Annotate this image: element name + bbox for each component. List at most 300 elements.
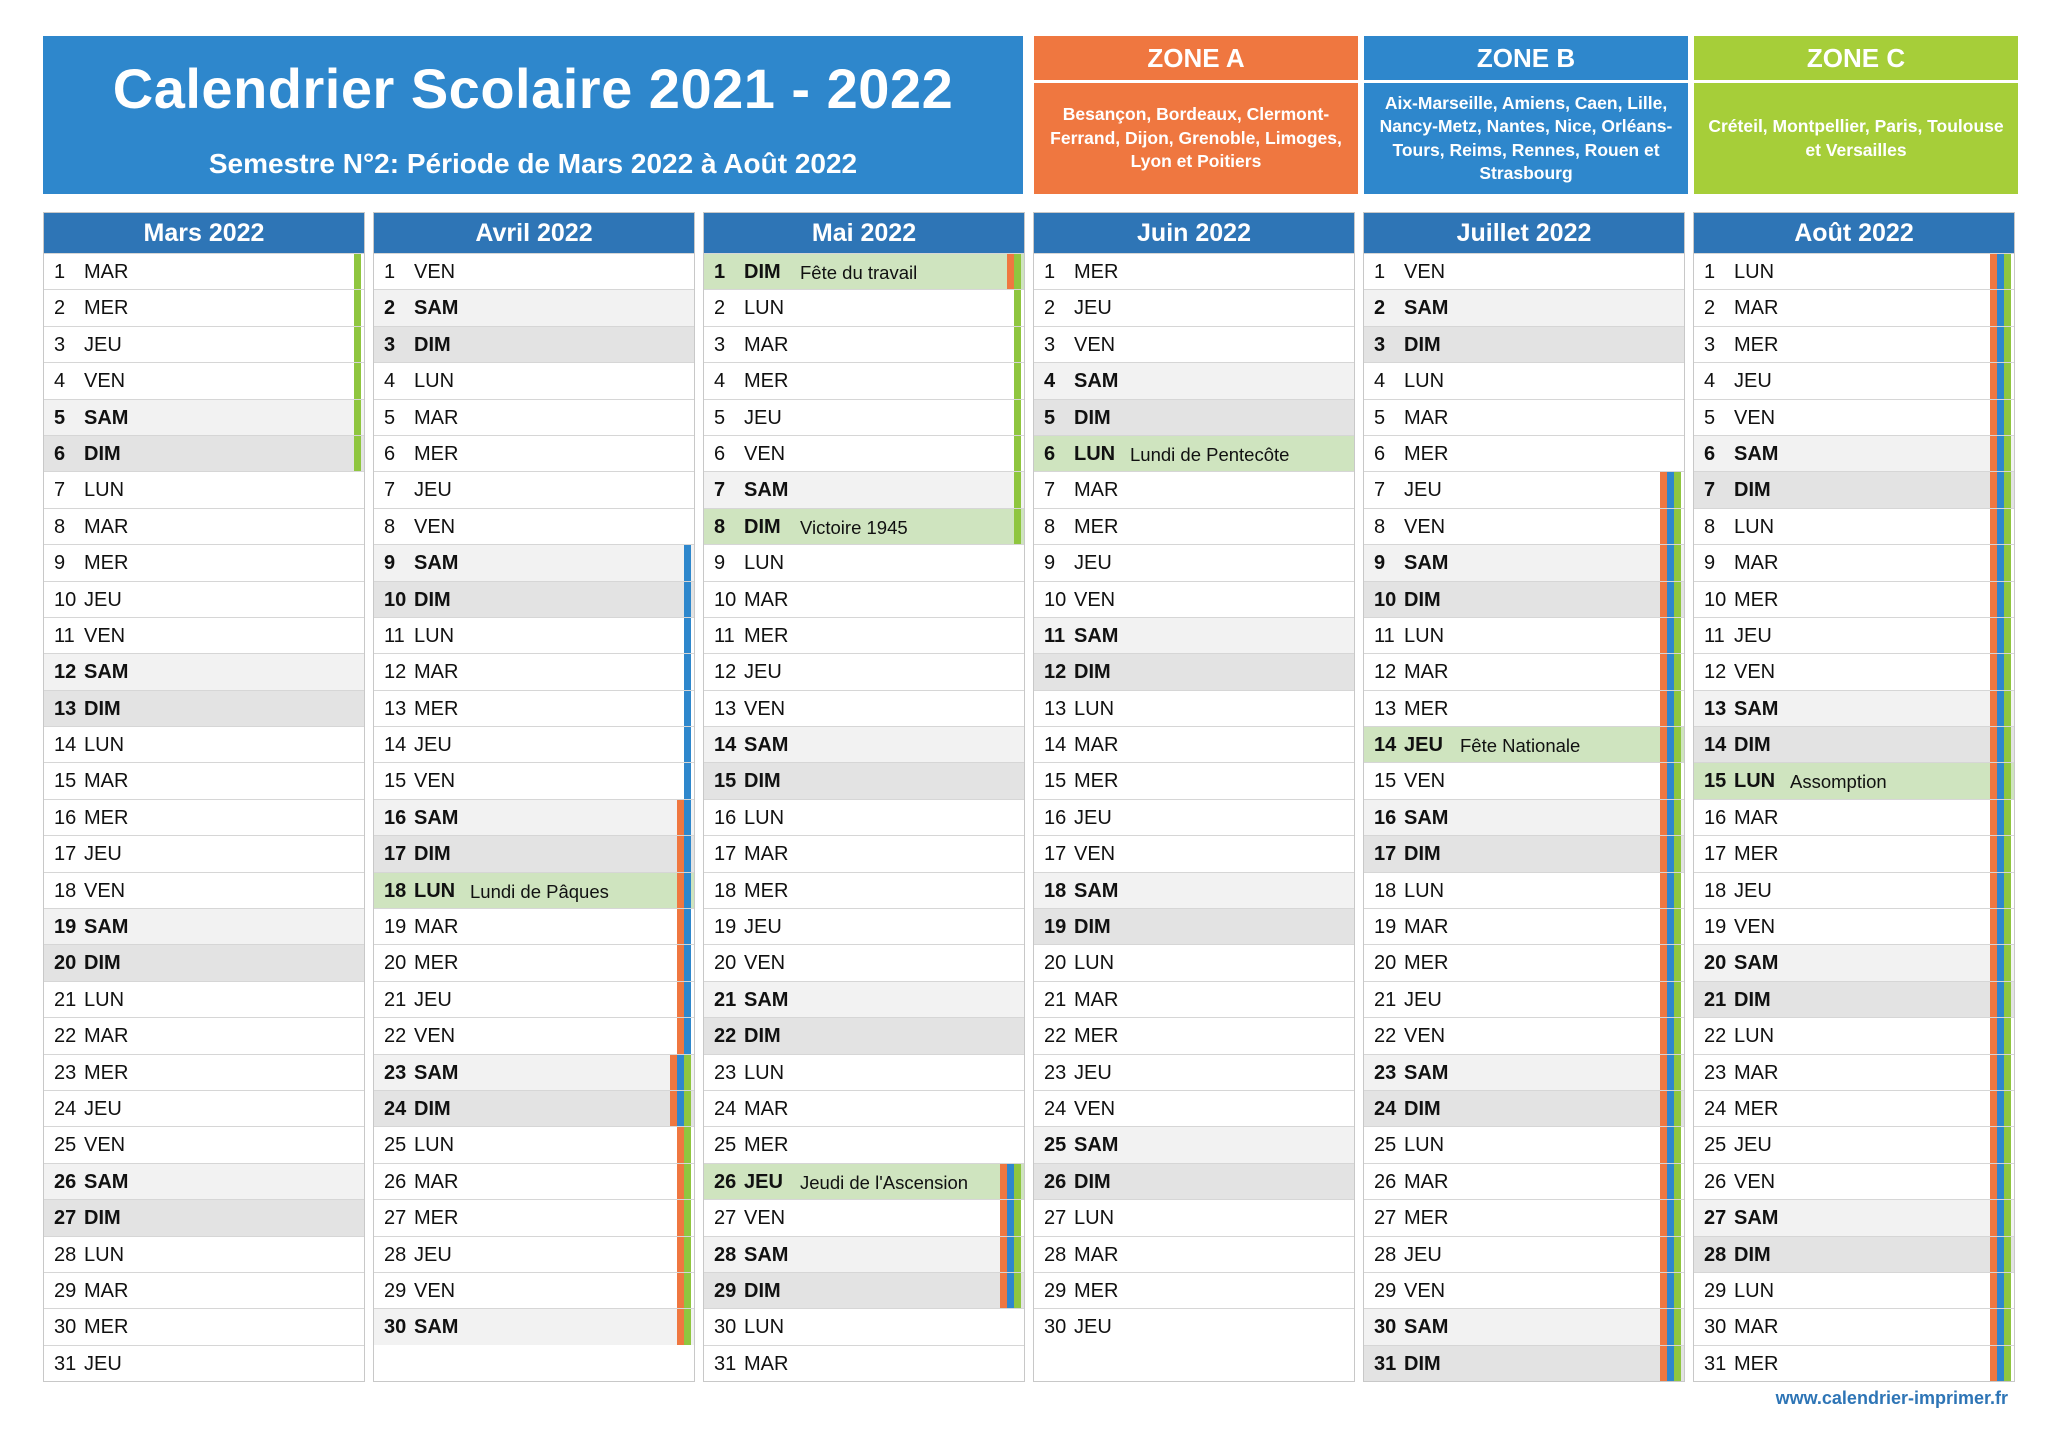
- day-name: SAM: [1074, 624, 1119, 647]
- zone-b-vacation-bar: [1667, 1237, 1674, 1272]
- day-number: 30: [1374, 1316, 1397, 1339]
- zone-b-vacation-bar: [677, 1091, 684, 1126]
- day-row: [374, 617, 694, 653]
- zone-a-vacation-bar: [1990, 1273, 1997, 1308]
- holiday-label: Lundi de Pâques: [470, 880, 609, 902]
- zone-c-vacation-bar: [1014, 509, 1021, 544]
- day-row: [1364, 362, 1684, 398]
- day-name: DIM: [744, 515, 781, 538]
- day-name: MAR: [84, 770, 129, 793]
- day-name: JEU: [1734, 370, 1772, 393]
- zone-c-vacation-bar: [2004, 763, 2011, 798]
- day-number: 10: [1374, 588, 1397, 611]
- zone-a-vacation-bar: [1660, 1237, 1667, 1272]
- day-row: [1694, 617, 2014, 653]
- day-number: 30: [1044, 1316, 1067, 1339]
- zone-c-vacation-bar: [1674, 1091, 1681, 1126]
- day-number: 5: [714, 406, 726, 429]
- day-number: 15: [54, 770, 77, 793]
- day-row: [44, 253, 364, 289]
- day-row: [1694, 1345, 2014, 1381]
- day-row: [1034, 1126, 1354, 1162]
- day-name: DIM: [84, 952, 121, 975]
- zone-c-vacation-bar: [1674, 727, 1681, 762]
- zone-c-vacation-bar: [354, 290, 361, 325]
- zone-b-vacation-bar: [1667, 909, 1674, 944]
- day-name: MAR: [1074, 479, 1119, 502]
- day-name: MER: [84, 806, 129, 829]
- zone-a-vacation-bar: [1660, 1055, 1667, 1090]
- day-name: MER: [84, 1061, 129, 1084]
- zone-c-vacation-bar: [2004, 1127, 2011, 1162]
- day-row: [374, 1017, 694, 1053]
- day-row: [704, 908, 1024, 944]
- day-number: 5: [1374, 406, 1386, 429]
- zone-c-vacation-bar: [2004, 509, 2011, 544]
- day-row: [1034, 835, 1354, 871]
- day-name: VEN: [1734, 916, 1776, 939]
- day-number: 7: [1374, 479, 1386, 502]
- zone-c-vacation-bar: [684, 1309, 691, 1344]
- day-row: [1364, 1308, 1684, 1344]
- day-row: [44, 326, 364, 362]
- day-row: [1034, 1017, 1354, 1053]
- day-row: [1694, 1308, 2014, 1344]
- day-name: LUN: [414, 879, 456, 902]
- zone-c-vacation-bar: [1014, 1273, 1021, 1308]
- zone-a-vacation-bar: [1990, 836, 1997, 871]
- month-header: Mars 2022: [44, 213, 364, 253]
- month-column: [1693, 212, 2015, 1382]
- day-number: 20: [1374, 952, 1397, 975]
- zone-a-vacation-bar: [677, 800, 684, 835]
- zone-b-vacation-bar: [1667, 800, 1674, 835]
- zone-a-vacation-bar: [1990, 1164, 1997, 1199]
- day-row: [44, 1272, 364, 1308]
- day-row: [704, 762, 1024, 798]
- day-number: 18: [384, 879, 407, 902]
- day-number: 27: [384, 1207, 407, 1230]
- zone-a-vacation-bar: [677, 1164, 684, 1199]
- day-name: LUN: [1734, 770, 1776, 793]
- zone-a-vacation-bar: [1990, 1346, 1997, 1381]
- zone-c-vacation-bar: [1014, 1200, 1021, 1235]
- day-number: 28: [54, 1243, 77, 1266]
- day-row: [1694, 908, 2014, 944]
- zone-a-vacation-bar: [677, 873, 684, 908]
- day-row: [704, 1199, 1024, 1235]
- day-name: DIM: [1734, 1243, 1771, 1266]
- zone-a-vacation-bar: [670, 1091, 677, 1126]
- day-name: JEU: [414, 1243, 452, 1266]
- zone-b-vacation-bar: [1667, 1273, 1674, 1308]
- day-name: SAM: [744, 1243, 789, 1266]
- day-name: SAM: [744, 734, 789, 757]
- zone-a-vacation-bar: [1990, 654, 1997, 689]
- day-number: 24: [1704, 1097, 1727, 1120]
- day-name: DIM: [414, 843, 451, 866]
- day-name: SAM: [1404, 297, 1449, 320]
- day-number: 23: [714, 1061, 737, 1084]
- day-name: LUN: [1734, 1025, 1775, 1048]
- day-number: 19: [54, 916, 77, 939]
- day-name: MER: [1734, 333, 1779, 356]
- holiday-label: Victoire 1945: [800, 516, 908, 538]
- zone-b-vacation-bar: [1997, 982, 2004, 1017]
- day-row: [44, 1308, 364, 1344]
- day-row: [374, 1126, 694, 1162]
- day-row: [44, 508, 364, 544]
- zone-c-vacation-bar: [2004, 363, 2011, 398]
- day-row: [1364, 1345, 1684, 1381]
- day-row: [374, 1163, 694, 1199]
- day-number: 25: [1374, 1134, 1397, 1157]
- day-name: DIM: [1734, 734, 1771, 757]
- day-number: 5: [1704, 406, 1716, 429]
- day-row: [1364, 944, 1684, 980]
- day-name: MER: [744, 879, 789, 902]
- day-name: LUN: [1734, 515, 1775, 538]
- zone-c-vacation-bar: [1674, 1237, 1681, 1272]
- day-row: [44, 799, 364, 835]
- zone-b-vacation-bar: [1997, 254, 2004, 289]
- day-number: 22: [384, 1025, 407, 1048]
- day-number: 5: [1044, 406, 1056, 429]
- day-name: DIM: [1404, 333, 1441, 356]
- zone-b-vacation-bar: [1667, 1200, 1674, 1235]
- day-name: LUN: [1404, 624, 1445, 647]
- footer-url[interactable]: www.calendrier-imprimer.fr: [1775, 1388, 2008, 1408]
- day-name: DIM: [1734, 479, 1771, 502]
- zone-a-vacation-bar: [1660, 691, 1667, 726]
- day-row: [44, 1345, 364, 1381]
- day-row: [1694, 1090, 2014, 1126]
- day-row: [1364, 1090, 1684, 1126]
- day-number: 21: [384, 988, 407, 1011]
- day-name: VEN: [1404, 515, 1446, 538]
- zone-a-vacation-bar: [1000, 1273, 1007, 1308]
- day-name: JEU: [84, 1352, 122, 1375]
- zone-a-vacation-bar: [1990, 472, 1997, 507]
- zone-c-vacation-bar: [2004, 436, 2011, 471]
- day-row: [374, 653, 694, 689]
- zone-b-vacation-bar: [684, 763, 691, 798]
- day-name: LUN: [414, 1134, 455, 1157]
- zone-b-vacation-bar: [1667, 982, 1674, 1017]
- day-name: MAR: [1734, 297, 1779, 320]
- day-number: 13: [714, 697, 737, 720]
- zone-c-vacation-bar: [684, 1164, 691, 1199]
- zone-b-vacation-bar: [1667, 1164, 1674, 1199]
- zone-a-vacation-bar: [1990, 436, 1997, 471]
- page-title: Calendrier Scolaire 2021 - 2022: [112, 57, 954, 120]
- day-row: [704, 362, 1024, 398]
- day-name: DIM: [1404, 1352, 1441, 1375]
- day-name: MAR: [1734, 1316, 1779, 1339]
- zone-c-vacation-bar: [1674, 691, 1681, 726]
- day-row: [704, 653, 1024, 689]
- zone-a-vacation-bar: [1990, 1055, 1997, 1090]
- zone-c-vacation-bar: [354, 327, 361, 362]
- day-row: [1034, 435, 1354, 471]
- zone-a-vacation-bar: [1660, 982, 1667, 1017]
- day-row: [1694, 799, 2014, 835]
- zone-b-vacation-bar: [1997, 1091, 2004, 1126]
- day-row: [704, 1272, 1024, 1308]
- day-row: [1034, 253, 1354, 289]
- day-name: SAM: [414, 806, 459, 829]
- day-row: [1364, 908, 1684, 944]
- zone-b-vacation-bar: [684, 618, 691, 653]
- zone-b-vacation-bar: [1667, 763, 1674, 798]
- zone-c-vacation-bar: [1674, 545, 1681, 580]
- day-name: MAR: [744, 843, 789, 866]
- zone-c-vacation-bar: [2004, 1055, 2011, 1090]
- day-row: [1364, 653, 1684, 689]
- zone-c-vacation-bar: [1674, 763, 1681, 798]
- day-number: 16: [1044, 806, 1067, 829]
- zone-c-vacation-bar: [1014, 363, 1021, 398]
- day-number: 23: [1044, 1061, 1067, 1084]
- zone-c-vacation-bar: [1674, 800, 1681, 835]
- day-number: 23: [54, 1061, 77, 1084]
- day-number: 4: [1374, 370, 1386, 393]
- day-row: [1364, 1236, 1684, 1272]
- day-row: [44, 1126, 364, 1162]
- day-number: 12: [384, 661, 407, 684]
- day-name: MER: [1734, 843, 1779, 866]
- zone-a-vacation-bar: [1990, 873, 1997, 908]
- day-number: 20: [714, 952, 737, 975]
- day-number: 21: [1044, 988, 1067, 1011]
- zone-a-vacation-bar: [1990, 1127, 1997, 1162]
- zone-a-vacation-bar: [670, 1055, 677, 1090]
- day-row: [1034, 544, 1354, 580]
- day-number: 10: [1704, 588, 1727, 611]
- day-row: [374, 471, 694, 507]
- zone-a-vacation-bar: [1660, 1346, 1667, 1381]
- day-row: [704, 1017, 1024, 1053]
- holiday-label: Lundi de Pentecôte: [1130, 443, 1290, 465]
- zone-c-vacation-bar: [1674, 618, 1681, 653]
- month-column: [373, 212, 695, 1382]
- zone-a-vacation-bar: [1660, 727, 1667, 762]
- day-number: 27: [1044, 1207, 1067, 1230]
- zone-b-vacation-bar: [1997, 400, 2004, 435]
- day-name: JEU: [414, 479, 452, 502]
- day-row: [44, 544, 364, 580]
- zone-b-vacation-bar: [1667, 509, 1674, 544]
- day-number: 6: [384, 442, 396, 465]
- day-row: [1364, 435, 1684, 471]
- day-number: 18: [54, 879, 77, 902]
- day-name: LUN: [744, 552, 785, 575]
- day-name: LUN: [1074, 1207, 1115, 1230]
- day-number: 25: [714, 1134, 737, 1157]
- day-row: [704, 508, 1024, 544]
- day-row: [1034, 1054, 1354, 1090]
- day-row: [1694, 726, 2014, 762]
- zone-a-vacation-bar: [1000, 1237, 1007, 1272]
- zone-c-vacation-bar: [1014, 436, 1021, 471]
- zone-b-vacation-bar: [684, 582, 691, 617]
- zone-c-vacation-bar: [1014, 1164, 1021, 1199]
- day-name: SAM: [414, 297, 459, 320]
- day-row: [1694, 835, 2014, 871]
- day-number: 26: [384, 1170, 407, 1193]
- zone-c-vacation-bar: [1674, 1127, 1681, 1162]
- zone-a-vacation-bar: [1660, 618, 1667, 653]
- zone-c-vacation-bar: [1014, 1237, 1021, 1272]
- day-name: LUN: [1404, 879, 1445, 902]
- day-row: [374, 289, 694, 325]
- day-number: 13: [1704, 697, 1727, 720]
- day-number: 10: [714, 588, 737, 611]
- zone-a-vacation-bar: [1660, 472, 1667, 507]
- day-number: 8: [384, 515, 396, 538]
- zone-a-vacation-bar: [677, 1237, 684, 1272]
- day-name: DIM: [84, 697, 121, 720]
- day-name: SAM: [1404, 1061, 1449, 1084]
- day-row: [1364, 1017, 1684, 1053]
- zone-a-vacation-bar: [1990, 727, 1997, 762]
- zone-b-vacation-bar: [1997, 545, 2004, 580]
- zone-c-vacation-bar: [2004, 1091, 2011, 1126]
- day-number: 29: [1044, 1279, 1067, 1302]
- day-number: 27: [714, 1207, 737, 1230]
- month-header: Août 2022: [1694, 213, 2014, 253]
- zone-b-vacation-bar: [684, 727, 691, 762]
- zone-c-vacation-bar: [1674, 472, 1681, 507]
- day-name: VEN: [744, 697, 786, 720]
- day-number: 23: [384, 1061, 407, 1084]
- zone-b-vacation-bar: [1997, 763, 2004, 798]
- day-name: MER: [744, 624, 789, 647]
- day-row: [1694, 1236, 2014, 1272]
- day-name: MER: [1074, 261, 1119, 283]
- day-row: [1034, 508, 1354, 544]
- day-name: SAM: [1734, 697, 1779, 720]
- day-row: [374, 908, 694, 944]
- day-number: 31: [1704, 1352, 1727, 1375]
- day-name: DIM: [84, 1207, 121, 1230]
- day-number: 20: [384, 952, 407, 975]
- day-number: 21: [54, 988, 77, 1011]
- day-name: MAR: [1734, 1061, 1779, 1084]
- day-number: 17: [1704, 843, 1727, 866]
- day-row: [1034, 908, 1354, 944]
- day-row: [44, 690, 364, 726]
- day-row: [1034, 289, 1354, 325]
- zone-a-vacation-bar: [1990, 400, 1997, 435]
- day-row: [1034, 981, 1354, 1017]
- day-row: [704, 1236, 1024, 1272]
- zone-a-vacation-bar: [1660, 654, 1667, 689]
- zone-c-vacation-bar: [684, 1091, 691, 1126]
- zone-a-vacation-bar: [677, 982, 684, 1017]
- day-row: [704, 981, 1024, 1017]
- day-name: LUN: [1734, 261, 1775, 283]
- day-name: SAM: [414, 552, 459, 575]
- zone-c-vacation-bar: [2004, 1200, 2011, 1235]
- day-row: [1034, 1272, 1354, 1308]
- zone-a-vacation-bar: [1990, 254, 1997, 289]
- day-row: [1034, 690, 1354, 726]
- day-number: 28: [384, 1243, 407, 1266]
- zone-a-vacation-bar: [1000, 1200, 1007, 1235]
- day-row: [44, 581, 364, 617]
- day-number: 10: [1044, 588, 1067, 611]
- day-row: [704, 1345, 1024, 1381]
- zone-c-vacation-bar: [684, 1273, 691, 1308]
- zone-b-vacation-bar: [1997, 1200, 2004, 1235]
- day-row: [44, 726, 364, 762]
- zone-c-vacation-bar: [2004, 618, 2011, 653]
- day-name: DIM: [744, 261, 781, 283]
- zone-b-vacation-bar: [684, 654, 691, 689]
- day-number: 18: [1704, 879, 1727, 902]
- day-row: [704, 289, 1024, 325]
- zone-c-vacation-bar: [684, 1237, 691, 1272]
- day-number: 6: [1374, 442, 1386, 465]
- day-number: 4: [384, 370, 396, 393]
- zone-b-vacation-bar: [1667, 1127, 1674, 1162]
- zone-b-vacation-bar: [1997, 1237, 2004, 1272]
- zone-c-vacation-bar: [2004, 400, 2011, 435]
- day-name: LUN: [84, 1243, 125, 1266]
- day-name: JEU: [1404, 479, 1442, 502]
- day-name: LUN: [744, 806, 785, 829]
- day-row: [44, 872, 364, 908]
- day-row: [374, 1272, 694, 1308]
- day-number: 1: [1374, 261, 1386, 283]
- day-row: [1034, 799, 1354, 835]
- day-name: SAM: [414, 1316, 459, 1339]
- day-row: [374, 981, 694, 1017]
- day-number: 20: [1704, 952, 1727, 975]
- day-name: MAR: [1074, 1243, 1119, 1266]
- day-number: 26: [1374, 1170, 1397, 1193]
- day-row: [44, 1017, 364, 1053]
- day-name: SAM: [1404, 1316, 1449, 1339]
- zone-c-vacation-bar: [2004, 945, 2011, 980]
- zone-a-vacation-bar: [1990, 800, 1997, 835]
- day-number: 2: [54, 297, 66, 320]
- day-name: DIM: [414, 333, 451, 356]
- zone-a-vacation-bar: [677, 1018, 684, 1053]
- day-row: [704, 1090, 1024, 1126]
- day-row: [1034, 1199, 1354, 1235]
- day-number: 29: [714, 1279, 737, 1302]
- day-number: 26: [714, 1170, 737, 1193]
- day-row: [1034, 399, 1354, 435]
- zone-a-box: [1034, 36, 1358, 194]
- day-row: [704, 399, 1024, 435]
- day-number: 27: [54, 1207, 77, 1230]
- zone-c-vacation-bar: [2004, 836, 2011, 871]
- day-number: 27: [1704, 1207, 1727, 1230]
- day-row: [1364, 981, 1684, 1017]
- day-name: LUN: [414, 624, 455, 647]
- day-number: 29: [54, 1279, 77, 1302]
- day-name: VEN: [744, 952, 786, 975]
- day-row: [1364, 617, 1684, 653]
- zone-b-vacation-bar: [1667, 1346, 1674, 1381]
- zone-b-vacation-bar: [1667, 1018, 1674, 1053]
- day-number: 9: [54, 552, 66, 575]
- day-row: [704, 435, 1024, 471]
- day-number: 12: [54, 661, 77, 684]
